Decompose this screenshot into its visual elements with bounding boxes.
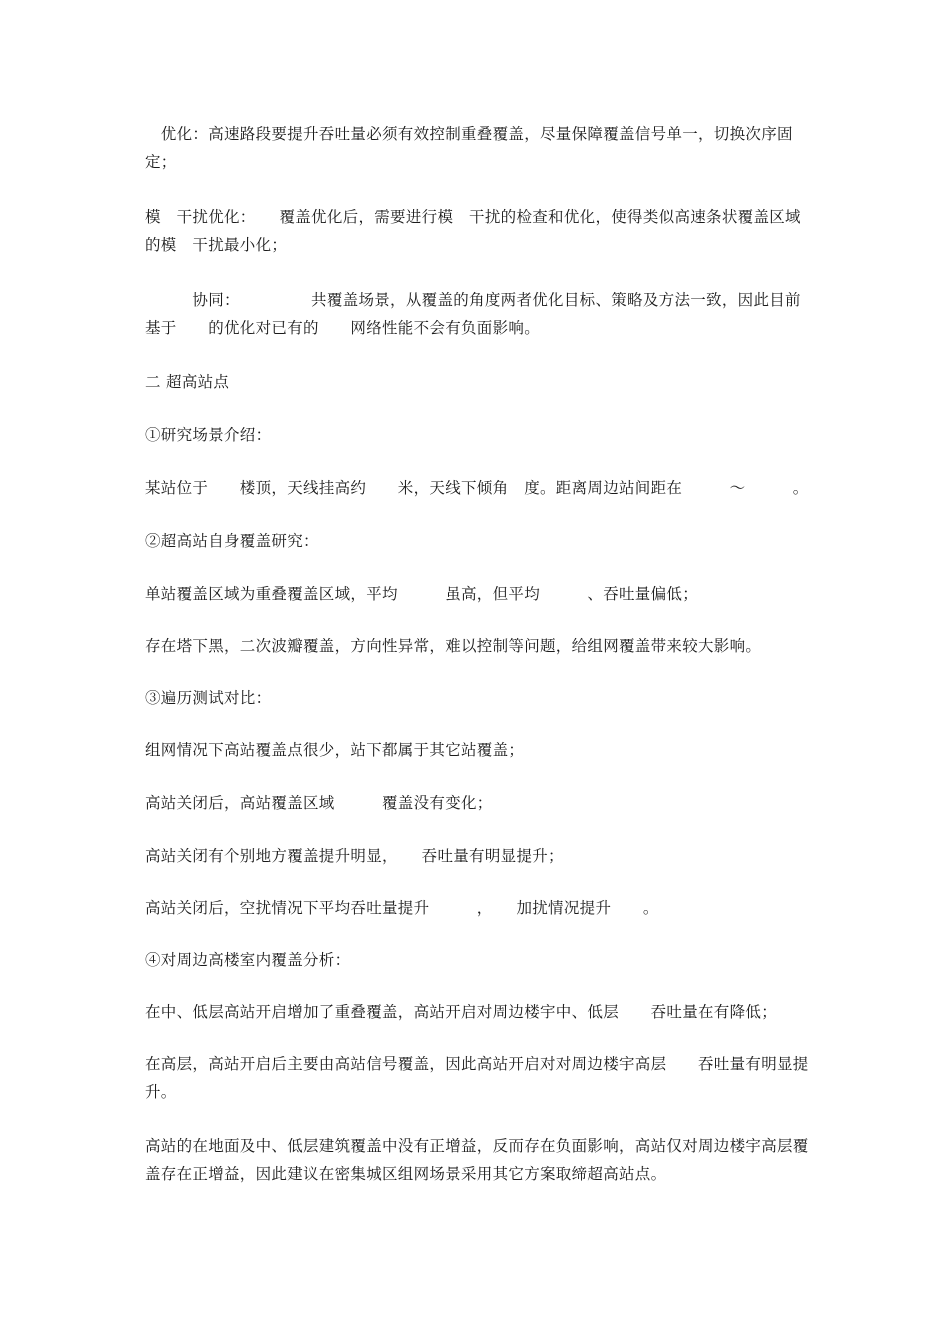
paragraph-coverage-issues: 存在塔下黑，二次波瓣覆盖，方向性异常，难以控制等问题，给组网覆盖带来较大影响。 <box>145 637 762 655</box>
paragraph-highway-optimization: 优化：高速路段要提升吞吐量必须有效控制重叠覆盖，尽量保障覆盖信号单一，切换次序固定； <box>145 125 793 171</box>
paragraph-throughput-gain: 高站关闭后，空扰情况下平均吞吐量提升 ， 加扰情况提升 。 <box>145 899 659 917</box>
subheading-scenario-intro: ①研究场景介绍： <box>145 426 272 444</box>
subheading-self-coverage: ②超高站自身覆盖研究： <box>145 532 319 550</box>
paragraph-local-improvement: 高站关闭有个别地方覆盖提升明显， 吞吐量有明显提升； <box>145 847 564 865</box>
paragraph-single-site-coverage: 单站覆盖区域为重叠覆盖区域，平均 虽高，但平均 、吞吐量偏低； <box>145 585 699 603</box>
paragraph-conclusion: 高站的在地面及中、低层建筑覆盖中没有正增益，反而存在负面影响，高站仅对周边楼宇高层覆盖存在正增益，因此建议在密集城区组网场景采用其它方案取缔超高站点。 <box>145 1137 809 1183</box>
paragraph-after-shutdown: 高站关闭后，高站覆盖区域 覆盖没有变化； <box>145 794 493 812</box>
paragraph-interference-optimization: 模 干扰优化： 覆盖优化后，需要进行模 干扰的检查和优化，使得类似高速条状覆盖区域的模 干扰最小化； <box>145 208 801 254</box>
paragraph-site-location: 某站位于 楼顶，天线挂高约 米，天线下倾角 度。距离周边站间距在 ～ 。 <box>145 479 809 497</box>
subheading-traversal-test: ③遍历测试对比： <box>145 689 272 707</box>
paragraph-coordination: 协同： 共覆盖场景，从覆盖的角度两者优化目标、策略及方法一致，因此目前基于 的优化对已有的 网络性能不会有负面影响。 <box>145 291 801 337</box>
section-heading-super-high-site: 二 超高站点 <box>145 373 230 391</box>
paragraph-high-floor-effect: 在高层，高站开启后主要由高站信号覆盖，因此高站开启对对周边楼宇高层 吞吐量有明显提升。 <box>145 1055 809 1101</box>
paragraph-low-floor-effect: 在中、低层高站开启增加了重叠覆盖，高站开启对周边楼宇中、低层 吞吐量在有降低； <box>145 1003 778 1021</box>
paragraph-network-coverage: 组网情况下高站覆盖点很少，站下都属于其它站覆盖； <box>145 741 525 759</box>
subheading-indoor-analysis: ④对周边高楼室内覆盖分析： <box>145 951 351 969</box>
